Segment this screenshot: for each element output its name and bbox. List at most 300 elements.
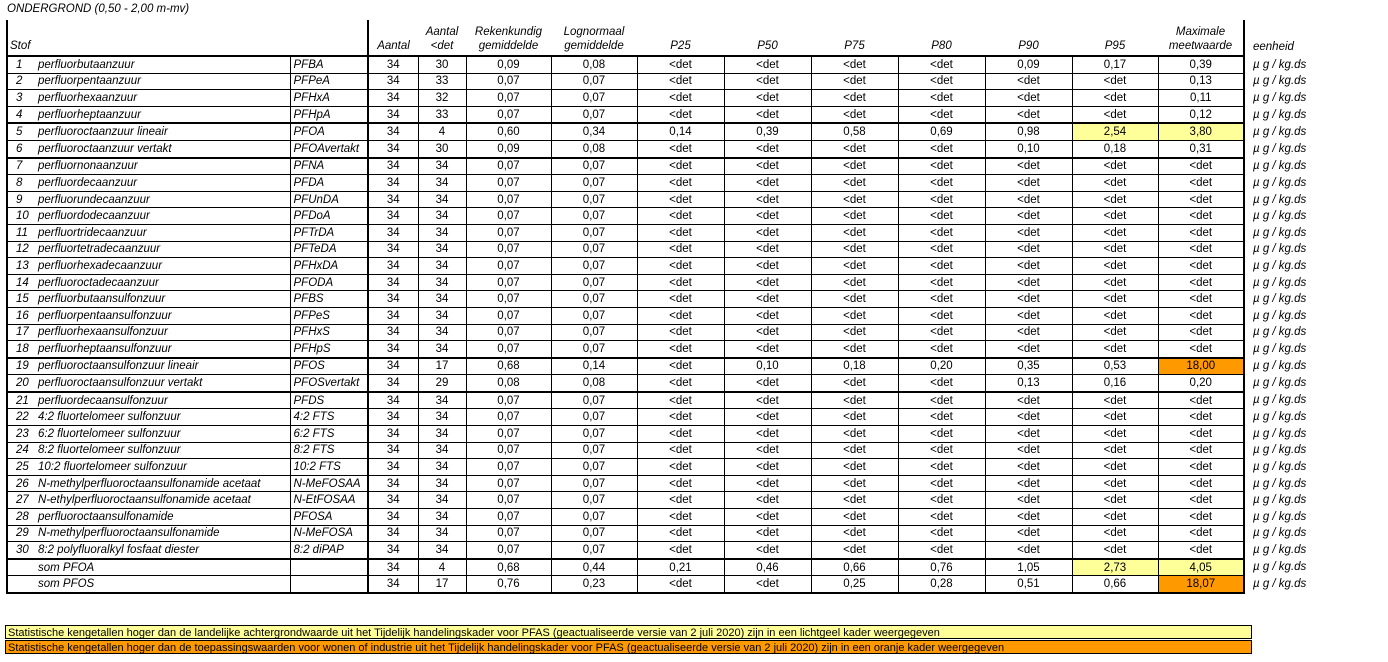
cell-p90: <det (985, 392, 1072, 409)
cell-det: 34 (418, 158, 466, 175)
row-number: 22 (7, 409, 32, 426)
substance-name: som PFOA (32, 559, 290, 576)
table-row (7, 208, 1386, 225)
cell-aantal: 34 (368, 258, 418, 275)
substance-abbreviation: PFDS (290, 392, 368, 409)
table-row (7, 140, 1386, 157)
substance-name: N-methylperfluoroctaansulfonamide (32, 525, 290, 542)
substance-name: 10:2 fluortelomeer sulfonzuur (32, 459, 290, 476)
cell-p80: <det (898, 274, 985, 291)
cell-p95: <det (1072, 208, 1158, 225)
cell-p80: 0,76 (898, 559, 985, 576)
cell-rek: 0,07 (466, 208, 551, 225)
cell-aantal: 34 (368, 274, 418, 291)
cell-p95: <det (1072, 90, 1158, 107)
cell-rek: 0,07 (466, 307, 551, 324)
cell-rek: 0,07 (466, 442, 551, 459)
cell-p75: <det (811, 208, 898, 225)
substance-name: perfluoroctaanzuur lineair (32, 123, 290, 140)
cell-log: 0,07 (551, 291, 637, 308)
cell-log: 0,44 (551, 559, 637, 576)
cell-p90: <det (985, 191, 1072, 208)
cell-log: 0,08 (551, 375, 637, 392)
cell-p50: <det (724, 208, 811, 225)
row-number: 28 (7, 509, 32, 526)
cell-log: 0,07 (551, 224, 637, 241)
cell-p25: <det (637, 258, 724, 275)
cell-p80: <det (898, 324, 985, 341)
cell-p90: <det (985, 208, 1072, 225)
cell-p75: <det (811, 492, 898, 509)
cell-p90: <det (985, 341, 1072, 358)
cell-max: <det (1158, 175, 1244, 192)
cell-p25: <det (637, 73, 724, 90)
cell-p95: <det (1072, 73, 1158, 90)
cell-p25: <det (637, 208, 724, 225)
cell-aantal: 34 (368, 241, 418, 258)
substance-abbreviation: PFPeA (290, 73, 368, 90)
cell-p75: 0,25 (811, 576, 898, 593)
col-header-max: Maximale meetwaarde (1158, 20, 1244, 56)
cell-aantal: 34 (368, 375, 418, 392)
row-number: 18 (7, 341, 32, 358)
cell-p50: <det (724, 341, 811, 358)
table-row (7, 191, 1386, 208)
col-header-p50: P50 (724, 20, 811, 56)
cell-p95: <det (1072, 191, 1158, 208)
cell-aantal: 34 (368, 73, 418, 90)
cell-aantal: 34 (368, 307, 418, 324)
table-body (7, 56, 1386, 593)
cell-p25: <det (637, 191, 724, 208)
cell-det: 34 (418, 509, 466, 526)
cell-p95: <det (1072, 542, 1158, 559)
substance-name: perfluorpentaanzuur (32, 73, 290, 90)
cell-log: 0,07 (551, 542, 637, 559)
table-row (7, 459, 1386, 476)
unit-label: µ g / kg.ds (1253, 360, 1307, 373)
cell-p95: 0,17 (1072, 56, 1158, 73)
cell-log: 0,14 (551, 358, 637, 375)
cell-p25: <det (637, 274, 724, 291)
substance-abbreviation: PFHxS (290, 324, 368, 341)
cell-log: 0,23 (551, 576, 637, 593)
cell-det: 34 (418, 542, 466, 559)
substance-abbreviation: PFTrDA (290, 224, 368, 241)
cell-rek: 0,07 (466, 426, 551, 443)
row-number: 27 (7, 492, 32, 509)
cell-p50: <det (724, 175, 811, 192)
cell-aantal: 34 (368, 324, 418, 341)
unit-label: µ g / kg.ds (1253, 510, 1307, 523)
cell-max: <det (1158, 525, 1244, 542)
cell-p95: <det (1072, 241, 1158, 258)
cell-log: 0,07 (551, 525, 637, 542)
substance-name: perfluorbutaansulfonzuur (32, 291, 290, 308)
cell-aantal: 34 (368, 291, 418, 308)
unit-label: µ g / kg.ds (1253, 259, 1307, 272)
cell-p80: <det (898, 73, 985, 90)
cell-log: 0,07 (551, 459, 637, 476)
cell-p25: <det (637, 324, 724, 341)
col-header-p90: P90 (985, 20, 1072, 56)
cell-p90: 0,51 (985, 576, 1072, 593)
table-row (7, 525, 1386, 542)
table-row (7, 426, 1386, 443)
unit-label: µ g / kg.ds (1253, 75, 1307, 88)
substance-abbreviation: PFOS (290, 358, 368, 375)
cell-aantal: 34 (368, 392, 418, 409)
substance-abbreviation: 8:2 FTS (290, 442, 368, 459)
substance-name: perfluorpentaansulfonzuur (32, 307, 290, 324)
cell-log: 0,07 (551, 241, 637, 258)
cell-p90: <det (985, 542, 1072, 559)
cell-p75: <det (811, 459, 898, 476)
row-number: 26 (7, 475, 32, 492)
unit-label: µ g / kg.ds (1253, 143, 1307, 156)
substance-abbreviation: PFTeDA (290, 241, 368, 258)
table-row (7, 324, 1386, 341)
cell-rek: 0,07 (466, 73, 551, 90)
table-row (7, 307, 1386, 324)
cell-aantal: 34 (368, 409, 418, 426)
unit-label: µ g / kg.ds (1253, 394, 1307, 407)
cell-p90: <det (985, 274, 1072, 291)
cell-p80: <det (898, 542, 985, 559)
cell-det: 34 (418, 241, 466, 258)
cell-det: 34 (418, 191, 466, 208)
cell-p50: <det (724, 525, 811, 542)
cell-p90: <det (985, 106, 1072, 123)
unit-label: µ g / kg.ds (1253, 210, 1307, 223)
cell-rek: 0,07 (466, 324, 551, 341)
row-number: 6 (7, 140, 32, 157)
cell-p95: <det (1072, 224, 1158, 241)
cell-p25: <det (637, 442, 724, 459)
cell-det: 34 (418, 525, 466, 542)
cell-log: 0,07 (551, 73, 637, 90)
cell-log: 0,08 (551, 140, 637, 157)
cell-p75: <det (811, 542, 898, 559)
cell-p75: <det (811, 341, 898, 358)
cell-rek: 0,07 (466, 475, 551, 492)
cell-p90: <det (985, 492, 1072, 509)
cell-aantal: 34 (368, 158, 418, 175)
substance-name: perfluortridecaanzuur (32, 224, 290, 241)
row-number: 11 (7, 224, 32, 241)
cell-p50: <det (724, 576, 811, 593)
cell-p25: <det (637, 358, 724, 375)
substance-name: 6:2 fluortelomeer sulfonzuur (32, 426, 290, 443)
substance-name: perfluorhexaansulfonzuur (32, 324, 290, 341)
cell-p95: 0,16 (1072, 375, 1158, 392)
cell-rek: 0,07 (466, 274, 551, 291)
cell-p80: <det (898, 191, 985, 208)
cell-log: 0,07 (551, 90, 637, 107)
cell-log: 0,07 (551, 175, 637, 192)
cell-p80: <det (898, 341, 985, 358)
cell-max: <det (1158, 258, 1244, 275)
substance-name: perfluorheptaansulfonzuur (32, 341, 290, 358)
cell-p90: 0,09 (985, 56, 1072, 73)
cell-det: 34 (418, 459, 466, 476)
cell-p90: <det (985, 175, 1072, 192)
cell-p95: <det (1072, 274, 1158, 291)
cell-log: 0,07 (551, 274, 637, 291)
cell-log: 0,08 (551, 56, 637, 73)
cell-p25: <det (637, 492, 724, 509)
cell-aantal: 34 (368, 426, 418, 443)
cell-p25: <det (637, 525, 724, 542)
cell-p95: <det (1072, 106, 1158, 123)
cell-p75: <det (811, 90, 898, 107)
cell-p25: <det (637, 576, 724, 593)
unit-label: µ g / kg.ds (1253, 309, 1307, 322)
table-row (7, 56, 1386, 73)
substance-name: N-methylperfluoroctaansulfonamide acetaat (32, 475, 290, 492)
substance-name: perfluorhexadecaanzuur (32, 258, 290, 275)
cell-log: 0,34 (551, 123, 637, 140)
cell-p80: <det (898, 442, 985, 459)
col-header-p75: P75 (811, 20, 898, 56)
cell-p95: <det (1072, 409, 1158, 426)
substance-name: perfluortetradecaanzuur (32, 241, 290, 258)
row-number: 14 (7, 274, 32, 291)
cell-max: <det (1158, 191, 1244, 208)
cell-det: 34 (418, 409, 466, 426)
cell-aantal: 34 (368, 442, 418, 459)
cell-rek: 0,07 (466, 158, 551, 175)
unit-label: µ g / kg.ds (1253, 527, 1307, 540)
cell-aantal: 34 (368, 123, 418, 140)
cell-max: 3,80 (1158, 123, 1244, 140)
cell-aantal: 34 (368, 475, 418, 492)
cell-p50: 0,39 (724, 123, 811, 140)
unit-label: µ g / kg.ds (1253, 125, 1307, 138)
cell-p80: <det (898, 90, 985, 107)
cell-p90: <det (985, 73, 1072, 90)
substance-abbreviation: PFBA (290, 56, 368, 73)
table-row (7, 224, 1386, 241)
cell-rek: 0,07 (466, 175, 551, 192)
cell-aantal: 34 (368, 542, 418, 559)
row-number: 12 (7, 241, 32, 258)
cell-rek: 0,09 (466, 140, 551, 157)
cell-rek: 0,07 (466, 392, 551, 409)
col-header-rekenkundig: Rekenkundig gemiddelde (466, 20, 551, 56)
unit-label: µ g / kg.ds (1253, 91, 1307, 104)
unit-label: µ g / kg.ds (1253, 58, 1307, 71)
cell-p80: <det (898, 492, 985, 509)
cell-p80: 0,28 (898, 576, 985, 593)
cell-p50: <det (724, 90, 811, 107)
substance-abbreviation: PFODA (290, 274, 368, 291)
cell-p90: 0,13 (985, 375, 1072, 392)
cell-max: <det (1158, 426, 1244, 443)
cell-p25: <det (637, 542, 724, 559)
cell-p90: <det (985, 475, 1072, 492)
cell-p75: <det (811, 56, 898, 73)
cell-p75: <det (811, 158, 898, 175)
cell-aantal: 34 (368, 191, 418, 208)
cell-p50: <det (724, 492, 811, 509)
table-row (7, 90, 1386, 107)
cell-det: 34 (418, 175, 466, 192)
substance-abbreviation: PFOA (290, 123, 368, 140)
table-row (7, 106, 1386, 123)
cell-log: 0,07 (551, 324, 637, 341)
cell-max: <det (1158, 459, 1244, 476)
substance-name: perfluoroctaansulfonzuur lineair (32, 358, 290, 375)
cell-p25: <det (637, 392, 724, 409)
cell-p75: <det (811, 307, 898, 324)
cell-p90: 1,05 (985, 559, 1072, 576)
unit-label: µ g / kg.ds (1253, 226, 1307, 239)
cell-p50: <det (724, 426, 811, 443)
cell-p80: <det (898, 224, 985, 241)
row-number (7, 559, 32, 576)
cell-rek: 0,07 (466, 106, 551, 123)
cell-p25: <det (637, 241, 724, 258)
cell-p50: <det (724, 106, 811, 123)
row-number: 7 (7, 158, 32, 175)
cell-det: 17 (418, 576, 466, 593)
cell-aantal: 34 (368, 175, 418, 192)
cell-p75: <det (811, 392, 898, 409)
substance-abbreviation: PFNA (290, 158, 368, 175)
row-number: 15 (7, 291, 32, 308)
cell-det: 32 (418, 90, 466, 107)
cell-p75: <det (811, 73, 898, 90)
cell-det: 34 (418, 341, 466, 358)
row-number: 23 (7, 426, 32, 443)
cell-aantal: 34 (368, 576, 418, 593)
cell-p95: <det (1072, 509, 1158, 526)
cell-p80: <det (898, 241, 985, 258)
cell-aantal: 34 (368, 106, 418, 123)
cell-det: 34 (418, 258, 466, 275)
cell-log: 0,07 (551, 341, 637, 358)
cell-max: <det (1158, 291, 1244, 308)
cell-max: <det (1158, 274, 1244, 291)
cell-log: 0,07 (551, 307, 637, 324)
cell-max: <det (1158, 542, 1244, 559)
cell-det: 33 (418, 106, 466, 123)
cell-p50: <det (724, 241, 811, 258)
substance-abbreviation: PFOSvertakt (290, 375, 368, 392)
cell-aantal: 34 (368, 559, 418, 576)
cell-aantal: 34 (368, 492, 418, 509)
legend-orange: Statistische kengetallen hoger dan de toepassingswaarden voor wonen of industrie uit het Tijdelijk handelingskader voor PFAS (geactualiseerde versie van 2 juli 2020) zijn in een oranje kader weergegeven (5, 640, 1252, 654)
cell-max: <det (1158, 158, 1244, 175)
cell-p90: <det (985, 241, 1072, 258)
cell-max: <det (1158, 307, 1244, 324)
table-row (7, 241, 1386, 258)
cell-max: <det (1158, 341, 1244, 358)
substance-abbreviation: PFHpA (290, 106, 368, 123)
cell-p75: <det (811, 475, 898, 492)
cell-p25: <det (637, 341, 724, 358)
cell-p75: <det (811, 258, 898, 275)
cell-p50: 0,10 (724, 358, 811, 375)
cell-aantal: 34 (368, 140, 418, 157)
substance-name: perfluoroctaansulfonamide (32, 509, 290, 526)
cell-p90: <det (985, 459, 1072, 476)
cell-p50: <det (724, 291, 811, 308)
table-row (7, 392, 1386, 409)
substance-abbreviation (290, 559, 368, 576)
substance-name: perfluordodecaanzuur (32, 208, 290, 225)
col-header-p80: P80 (898, 20, 985, 56)
table-row (7, 291, 1386, 308)
cell-log: 0,07 (551, 492, 637, 509)
cell-p80: <det (898, 158, 985, 175)
cell-p95: <det (1072, 475, 1158, 492)
substance-name: perfluoroctaanzuur vertakt (32, 140, 290, 157)
cell-p50: <det (724, 392, 811, 409)
substance-abbreviation: PFUnDA (290, 191, 368, 208)
table-row (7, 475, 1386, 492)
cell-p80: <det (898, 375, 985, 392)
cell-p90: 0,98 (985, 123, 1072, 140)
cell-rek: 0,07 (466, 409, 551, 426)
substance-name: perfluoroctadecaanzuur (32, 274, 290, 291)
substance-abbreviation: PFHpS (290, 341, 368, 358)
cell-p25: 0,21 (637, 559, 724, 576)
cell-p25: <det (637, 175, 724, 192)
cell-max: 18,00 (1158, 358, 1244, 375)
table-row (7, 358, 1386, 375)
cell-p90: <det (985, 509, 1072, 526)
cell-p50: <det (724, 191, 811, 208)
unit-label: µ g / kg.ds (1253, 544, 1307, 557)
cell-rek: 0,07 (466, 341, 551, 358)
cell-det: 34 (418, 426, 466, 443)
cell-p50: <det (724, 442, 811, 459)
substance-abbreviation (290, 576, 368, 593)
col-header-p95: P95 (1072, 20, 1158, 56)
table-row (7, 274, 1386, 291)
cell-max: <det (1158, 224, 1244, 241)
cell-det: 17 (418, 358, 466, 375)
cell-p95: 2,73 (1072, 559, 1158, 576)
row-number: 3 (7, 90, 32, 107)
cell-p80: <det (898, 307, 985, 324)
summary-row (7, 559, 1386, 576)
cell-rek: 0,07 (466, 224, 551, 241)
cell-p90: <det (985, 307, 1072, 324)
cell-det: 30 (418, 140, 466, 157)
cell-aantal: 34 (368, 459, 418, 476)
cell-log: 0,07 (551, 475, 637, 492)
cell-p80: <det (898, 409, 985, 426)
table-row (7, 73, 1386, 90)
col-header-lognormaal: Lognormaal gemiddelde (551, 20, 637, 56)
unit-label: µ g / kg.ds (1253, 377, 1307, 390)
cell-p50: <det (724, 475, 811, 492)
cell-max: 4,05 (1158, 559, 1244, 576)
cell-max: <det (1158, 392, 1244, 409)
substance-abbreviation: PFDA (290, 175, 368, 192)
cell-rek: 0,07 (466, 492, 551, 509)
cell-p75: <det (811, 140, 898, 157)
table-row (7, 341, 1386, 358)
cell-p80: 0,20 (898, 358, 985, 375)
cell-p75: 0,66 (811, 559, 898, 576)
cell-p95: <det (1072, 525, 1158, 542)
cell-p95: 0,66 (1072, 576, 1158, 593)
cell-det: 34 (418, 208, 466, 225)
